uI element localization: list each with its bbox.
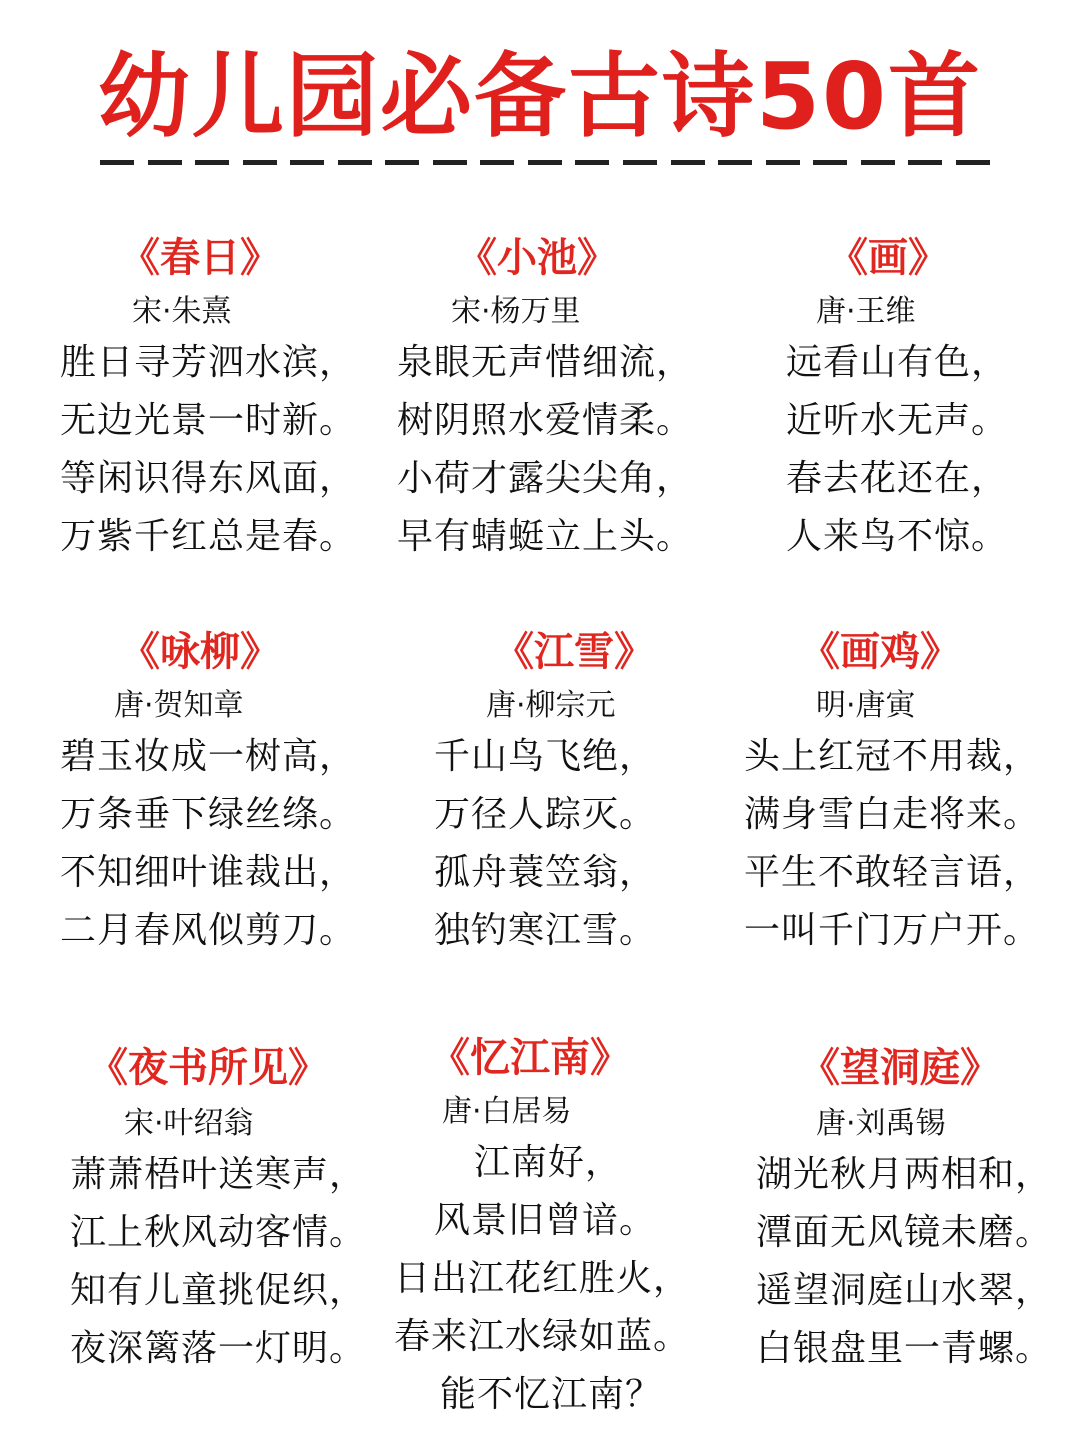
- poem-line: 春来江水绿如蓝。: [394, 1316, 691, 1357]
- poem-author: 唐·刘禹锡: [816, 1106, 946, 1141]
- poem-line: 风景旧曾谙。: [434, 1200, 657, 1241]
- title-divider: [100, 160, 990, 166]
- poem-line: 早有蜻蜓立上头。: [397, 516, 694, 557]
- poem-line: 人来鸟不惊。: [786, 516, 1009, 557]
- poem-line: 万径人踪灭。: [434, 794, 657, 835]
- poem-jiangxue: [434, 626, 684, 960]
- poem-line: 小荷才露尖尖角，: [397, 458, 694, 499]
- poem-line: 远看山有色，: [786, 342, 1009, 383]
- page-title: 幼儿园必备古诗50首: [97, 43, 983, 150]
- poem-title: 《望洞庭》: [800, 1045, 1000, 1091]
- poem-line: 独钓寒江雪。: [434, 910, 657, 951]
- poem-line: 夜深篱落一灯明。: [70, 1328, 367, 1369]
- poem-author: 明·唐寅: [816, 688, 916, 723]
- poem-line: 二月春风似剪刀。: [60, 910, 357, 951]
- poem-line: 萧萧梧叶送寒声，: [70, 1154, 367, 1195]
- poem-line: 等闲识得东风面，: [60, 458, 357, 499]
- poem-huaji: [744, 626, 1064, 960]
- poem-line: 知有儿童挑促织，: [70, 1270, 367, 1311]
- poem-line: 无边光景一时新。: [60, 400, 357, 441]
- poem-line: 平生不敢轻言语，: [744, 852, 1041, 893]
- poem-author: 宋·朱熹: [132, 294, 232, 329]
- poem-line: 一叫千门万户开。: [744, 910, 1041, 951]
- poem-line: 江南好，: [474, 1142, 623, 1183]
- poem-yijiangnan: [394, 1032, 714, 1424]
- poem-line: 潭面无风镜未磨。: [756, 1212, 1053, 1253]
- poem-line: 胜日寻芳泗水滨，: [60, 342, 357, 383]
- poem-line: 春去花还在，: [786, 458, 1009, 499]
- poem-wangdongting: [756, 1042, 1066, 1378]
- poem-line: 碧玉妆成一树高，: [60, 736, 357, 777]
- poem-author: 唐·贺知章: [114, 688, 244, 723]
- poem-line: 湖光秋月两相和，: [756, 1154, 1053, 1195]
- poem-line: 遥望洞庭山水翠，: [756, 1270, 1053, 1311]
- poem-line: 不知细叶谁裁出，: [60, 852, 357, 893]
- poem-title: 《忆江南》: [430, 1035, 630, 1081]
- poem-yongliu: [60, 626, 370, 960]
- poem-title: 《小池》: [457, 235, 617, 281]
- poem-line: 满身雪白走将来。: [744, 794, 1041, 835]
- poem-title: 《夜书所见》: [88, 1045, 328, 1091]
- poem-line: 孤舟蓑笠翁，: [434, 852, 657, 893]
- poem-line: 能不忆江南？: [440, 1374, 663, 1415]
- poem-author: 唐·柳宗元: [486, 688, 616, 723]
- poem-author: 唐·白居易: [442, 1094, 572, 1129]
- poem-line: 万条垂下绿丝绦。: [60, 794, 357, 835]
- poem-line: 日出江花红胜火，: [394, 1258, 691, 1299]
- poem-author: 唐·王维: [816, 294, 916, 329]
- poem-line: 千山鸟飞绝，: [434, 736, 657, 777]
- poem-title: 《画鸡》: [800, 629, 960, 675]
- poem-author: 宋·叶绍翁: [124, 1106, 254, 1141]
- poem-title: 《画》: [828, 235, 948, 281]
- poem-chunri: [60, 232, 370, 566]
- poem-hua: [786, 232, 1056, 566]
- poem-line: 白银盘里一青螺。: [756, 1328, 1053, 1369]
- poem-line: 江上秋风动客情。: [70, 1212, 367, 1253]
- poem-xiaochi: [397, 232, 707, 566]
- poem-author: 宋·杨万里: [451, 294, 581, 329]
- poem-line: 树阴照水爱情柔。: [397, 400, 694, 441]
- poem-line: 万紫千红总是春。: [60, 516, 357, 557]
- poem-title: 《江雪》: [494, 629, 654, 675]
- poem-title: 《咏柳》: [120, 629, 280, 675]
- poem-line: 头上红冠不用裁，: [744, 736, 1041, 777]
- poem-title: 《春日》: [120, 235, 280, 281]
- poem-yeshusuojian: [70, 1042, 380, 1378]
- poem-line: 近听水无声。: [786, 400, 1009, 441]
- poem-line: 泉眼无声惜细流，: [397, 342, 694, 383]
